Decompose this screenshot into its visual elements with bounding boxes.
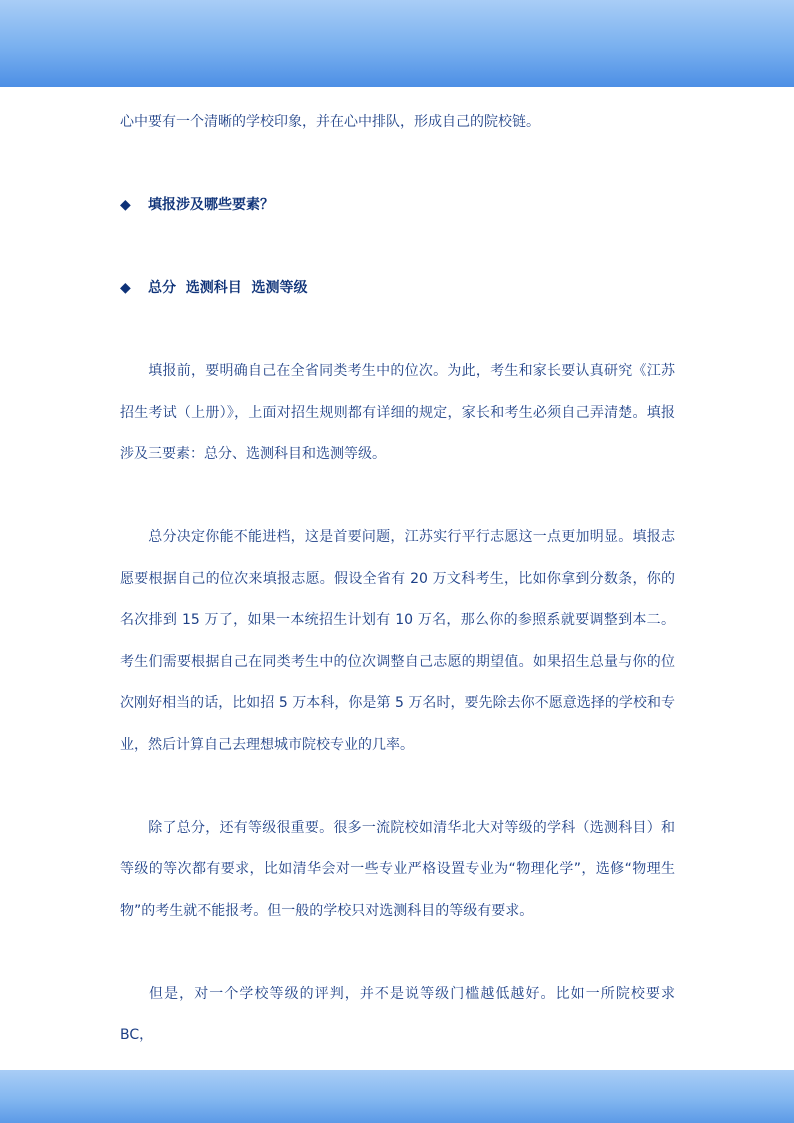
heading-factors: [120, 268, 675, 310]
heading-elements: [120, 185, 675, 227]
paragraph-total-score: [120, 517, 675, 766]
intro-line: 心中要有一个清晰的学校印象，并在心中排队，形成自己的院校链。: [120, 114, 540, 130]
diamond-bullet-icon: ◆: [120, 280, 131, 296]
paragraph-grade-threshold: [120, 974, 675, 1057]
diamond-bullet-icon: ◆: [120, 197, 131, 213]
heading-text: 填报涉及哪些要素？: [148, 197, 274, 213]
paragraph-grades: [120, 808, 675, 933]
heading-text: 总分 选测科目 选测等级: [148, 280, 308, 296]
footer-band: [0, 1070, 794, 1123]
paragraph-text: 总分决定你能不能进档，这是首要问题，江苏实行平行志愿这一点更加明显。填报志愿要根据自己的位次来填报志愿。假设全省有 20 万文科考生，比如你拿到分数条，你的名次排到 15 万了，如果一本统招生计划有 10 万名，那么你的参照系就要调整到本二。考生们需要根据自己在同类考生中的位次调整自己志愿的期望值。如果招生总量与你的位次刚好相当的话，比如招 5 万本科，你是第 5 万名时，要先除去你不愿意选择的学校和专业，然后计算自己去理想城市院校专业的几率。: [120, 529, 675, 753]
document-body: [120, 102, 675, 1057]
paragraph-text: 但是，对一个学校等级的评判，并不是说等级门槛越低越好。比如一所院校要求 BC，: [120, 985, 675, 1043]
header-band: [0, 0, 794, 87]
paragraph-text: 填报前，要明确自己在全省同类考生中的位次。为此，考生和家长要认真研究《江苏招生考试（上册）》，上面对招生规则都有详细的规定，家长和考生必须自己弄清楚。填报涉及三要素：总分、选测科目和选测等级。: [120, 363, 675, 462]
paragraph-ranking: [120, 351, 675, 476]
paragraph-text: 除了总分，还有等级很重要。很多一流院校如清华北大对等级的学科（选测科目）和等级的等次都有要求，比如清华会对一些专业严格设置专业为“物理化学”，选修“物理生物”的考生就不能报考。但一般的学校只对选测科目的等级有要求。: [120, 819, 675, 919]
